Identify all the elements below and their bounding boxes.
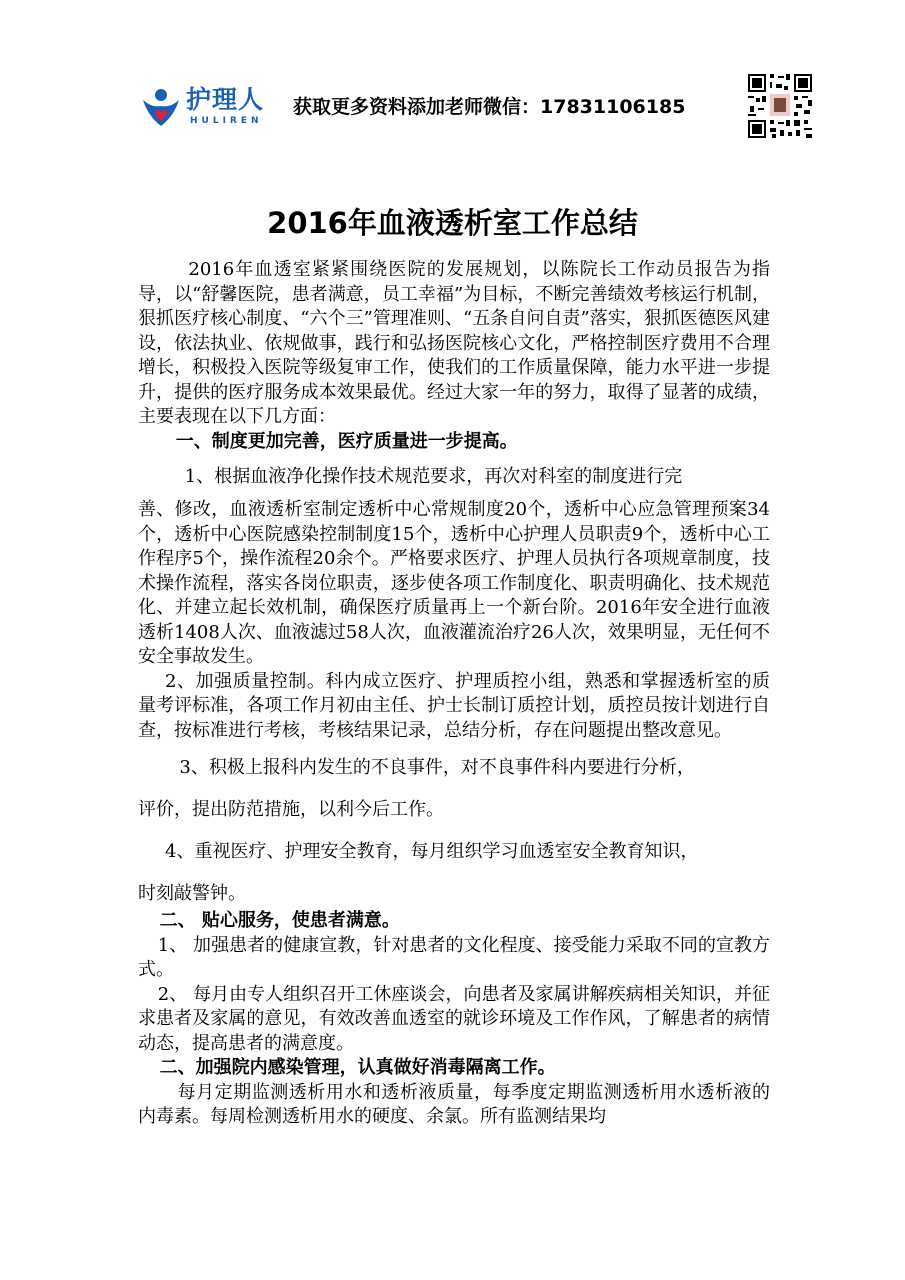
- section1-item1-first-line: 1、根据血液净化操作技术规范要求，再次对科室的制度进行完: [184, 466, 683, 487]
- page-header: [140, 68, 820, 148]
- logo-english-text: HULIREN: [190, 116, 263, 126]
- section1-item3-first-line: 3、积极上报科内发生的不良事件，对不良事件科内要进行分析，: [179, 757, 695, 778]
- section1-item4-first-line: 4、重视医疗、护理安全教育，每月组织学习血透室安全教育知识，: [165, 841, 699, 862]
- section3-paragraph: 每月定期监测透析用水和透析液质量，每季度定期监测透析用水透析液的内毒素。每周检测透析用水的硬度、余氯。所有监测结果均: [138, 1081, 770, 1127]
- qr-code-icon: [746, 72, 814, 140]
- section-heading-3: 二、加强院内感染管理，认真做好消毒隔离工作。: [159, 1057, 556, 1078]
- section2-item2-paragraph: 2、 每月由专人组织召开工休座谈会，向患者及家属讲解疾病相关知识，并征求患者及家属的意见，有效改善血透室的就诊环境及工作作风，了解患者的病情动态，提高患者的满意度。: [138, 983, 770, 1054]
- logo-figure-icon: [140, 86, 182, 132]
- section1-item3-rest: 评价，提出防范措施，以利今后工作。: [138, 799, 444, 820]
- section1-item2-paragraph: 2、加强质量控制。科内成立医疗、护理质控小组，熟悉和掌握透析室的质量考评标准，各项工作月初由主任、护士长制订质控计划，质控员按计划进行自查，按标准进行考核，考核结果记录，总结分析，存在问题提出整改意见。: [138, 670, 770, 741]
- intro-paragraph: 2016年血透室紧紧围绕医院的发展规划，以陈院长工作动员报告为指导，以“舒馨医院，患者满意，员工幸福”为目标，不断完善绩效考核运行机制，狠抓医疗核心制度、“六个三”管理准则、“五条自问自责”落实，狠抓医德医风建设，依法执业、依规做事，践行和弘扬医院核心文化，严格控制医疗费用不合理增长，积极投入医院等级复审工作，使我们的工作质量保障，能力水平进一步提升，提供的医疗服务成本效果最优。经过大家一年的努力，取得了显著的成绩，主要表现在以下几方面：: [138, 259, 770, 427]
- section-heading-1: 一、制度更加完善，医疗质量进一步提高。: [175, 430, 518, 452]
- document-title: 2016年血液透析室工作总结: [267, 206, 638, 240]
- huliren-logo: [140, 86, 290, 134]
- document-body: [138, 258, 770, 1130]
- section2-item1-paragraph: 1、 加强患者的健康宣教，针对患者的文化程度、接受能力采取不同的宣教方式。: [138, 934, 770, 980]
- section-heading-2: 二、 贴心服务，使患者满意。: [159, 910, 400, 931]
- contact-text: 获取更多资料添加老师微信：17831106185: [293, 96, 686, 118]
- section1-item4-rest: 时刻敲警钟。: [138, 883, 246, 904]
- logo-chinese-text: 护理人: [186, 85, 265, 114]
- section1-item1-paragraph: 善、修改，血液透析室制定透析中心常规制度20个，透析中心应急管理预案34个，透析中心医院感染控制制度15个，透析中心护理人员职责9个，透析中心工作程序5个，操作流程20余个。严格要求医疗、护理人员执行各项规章制度，技术操作流程，落实各岗位职责，逐步使各项工作制度化、职责明确化、技术规范化、并建立起长效机制，确保医疗质量再上一个新台阶。2016年安全进行血液透析1408人次、血液滤过58人次，血液灌流治疗26人次，效果明显，无任何不安全事故发生。: [138, 499, 770, 667]
